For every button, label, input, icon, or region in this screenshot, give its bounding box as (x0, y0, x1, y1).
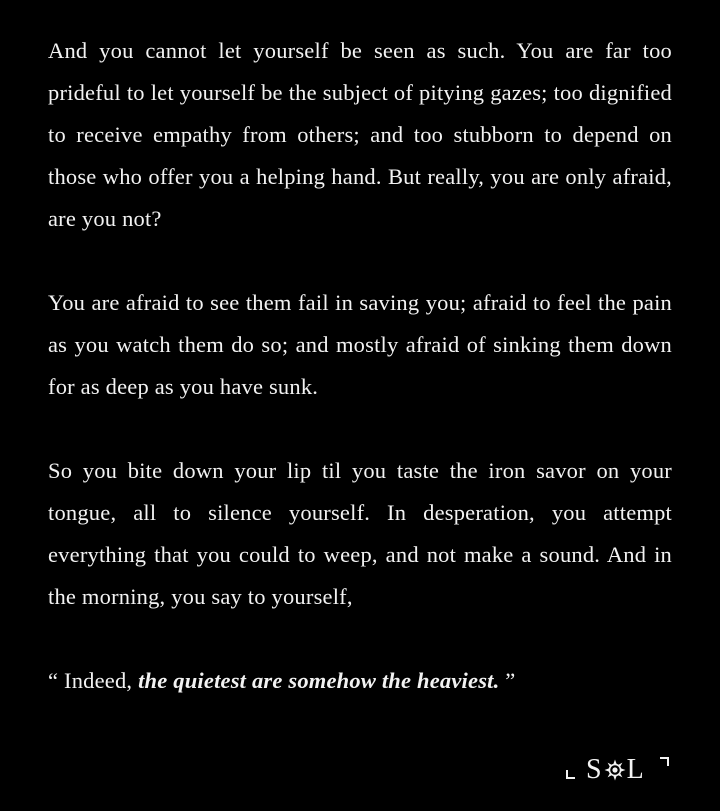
quote-lead: Indeed, (64, 668, 133, 693)
paragraph-1: And you cannot let yourself be seen as such. You are far too prideful to let yourself be the subject of pitying gazes; too dignified to receive empathy from others; and too stubborn to depend on those who offer you a helping hand. But really, you are only afraid, are you not? (48, 38, 672, 231)
prose-body (48, 30, 672, 702)
corner-bracket-top-right (660, 757, 669, 766)
signature-letter-s: S (586, 754, 603, 785)
signature-word (586, 750, 645, 790)
quote-emphasis: the quietest are somehow the heaviest. (138, 668, 500, 693)
signature-mark (564, 748, 674, 790)
quote-open-mark: “ (48, 668, 59, 693)
quote-close-mark: ” (505, 668, 516, 693)
sun-icon (604, 753, 626, 775)
paragraph-3: So you bite down your lip til you taste the iron savor on your tongue, all to silence yourself. In desperation, you attempt everything that you could to weep, and not make a sound. And in the morning, you say to yourself, (48, 458, 672, 609)
corner-bracket-bottom-left (566, 770, 575, 779)
signature-letter-l: L (626, 754, 645, 785)
closing-quote (48, 660, 672, 702)
paragraph-2: You are afraid to see them fail in saving you; afraid to feel the pain as you watch them do so; and mostly afraid of sinking them down for as deep as you have sunk. (48, 290, 672, 399)
